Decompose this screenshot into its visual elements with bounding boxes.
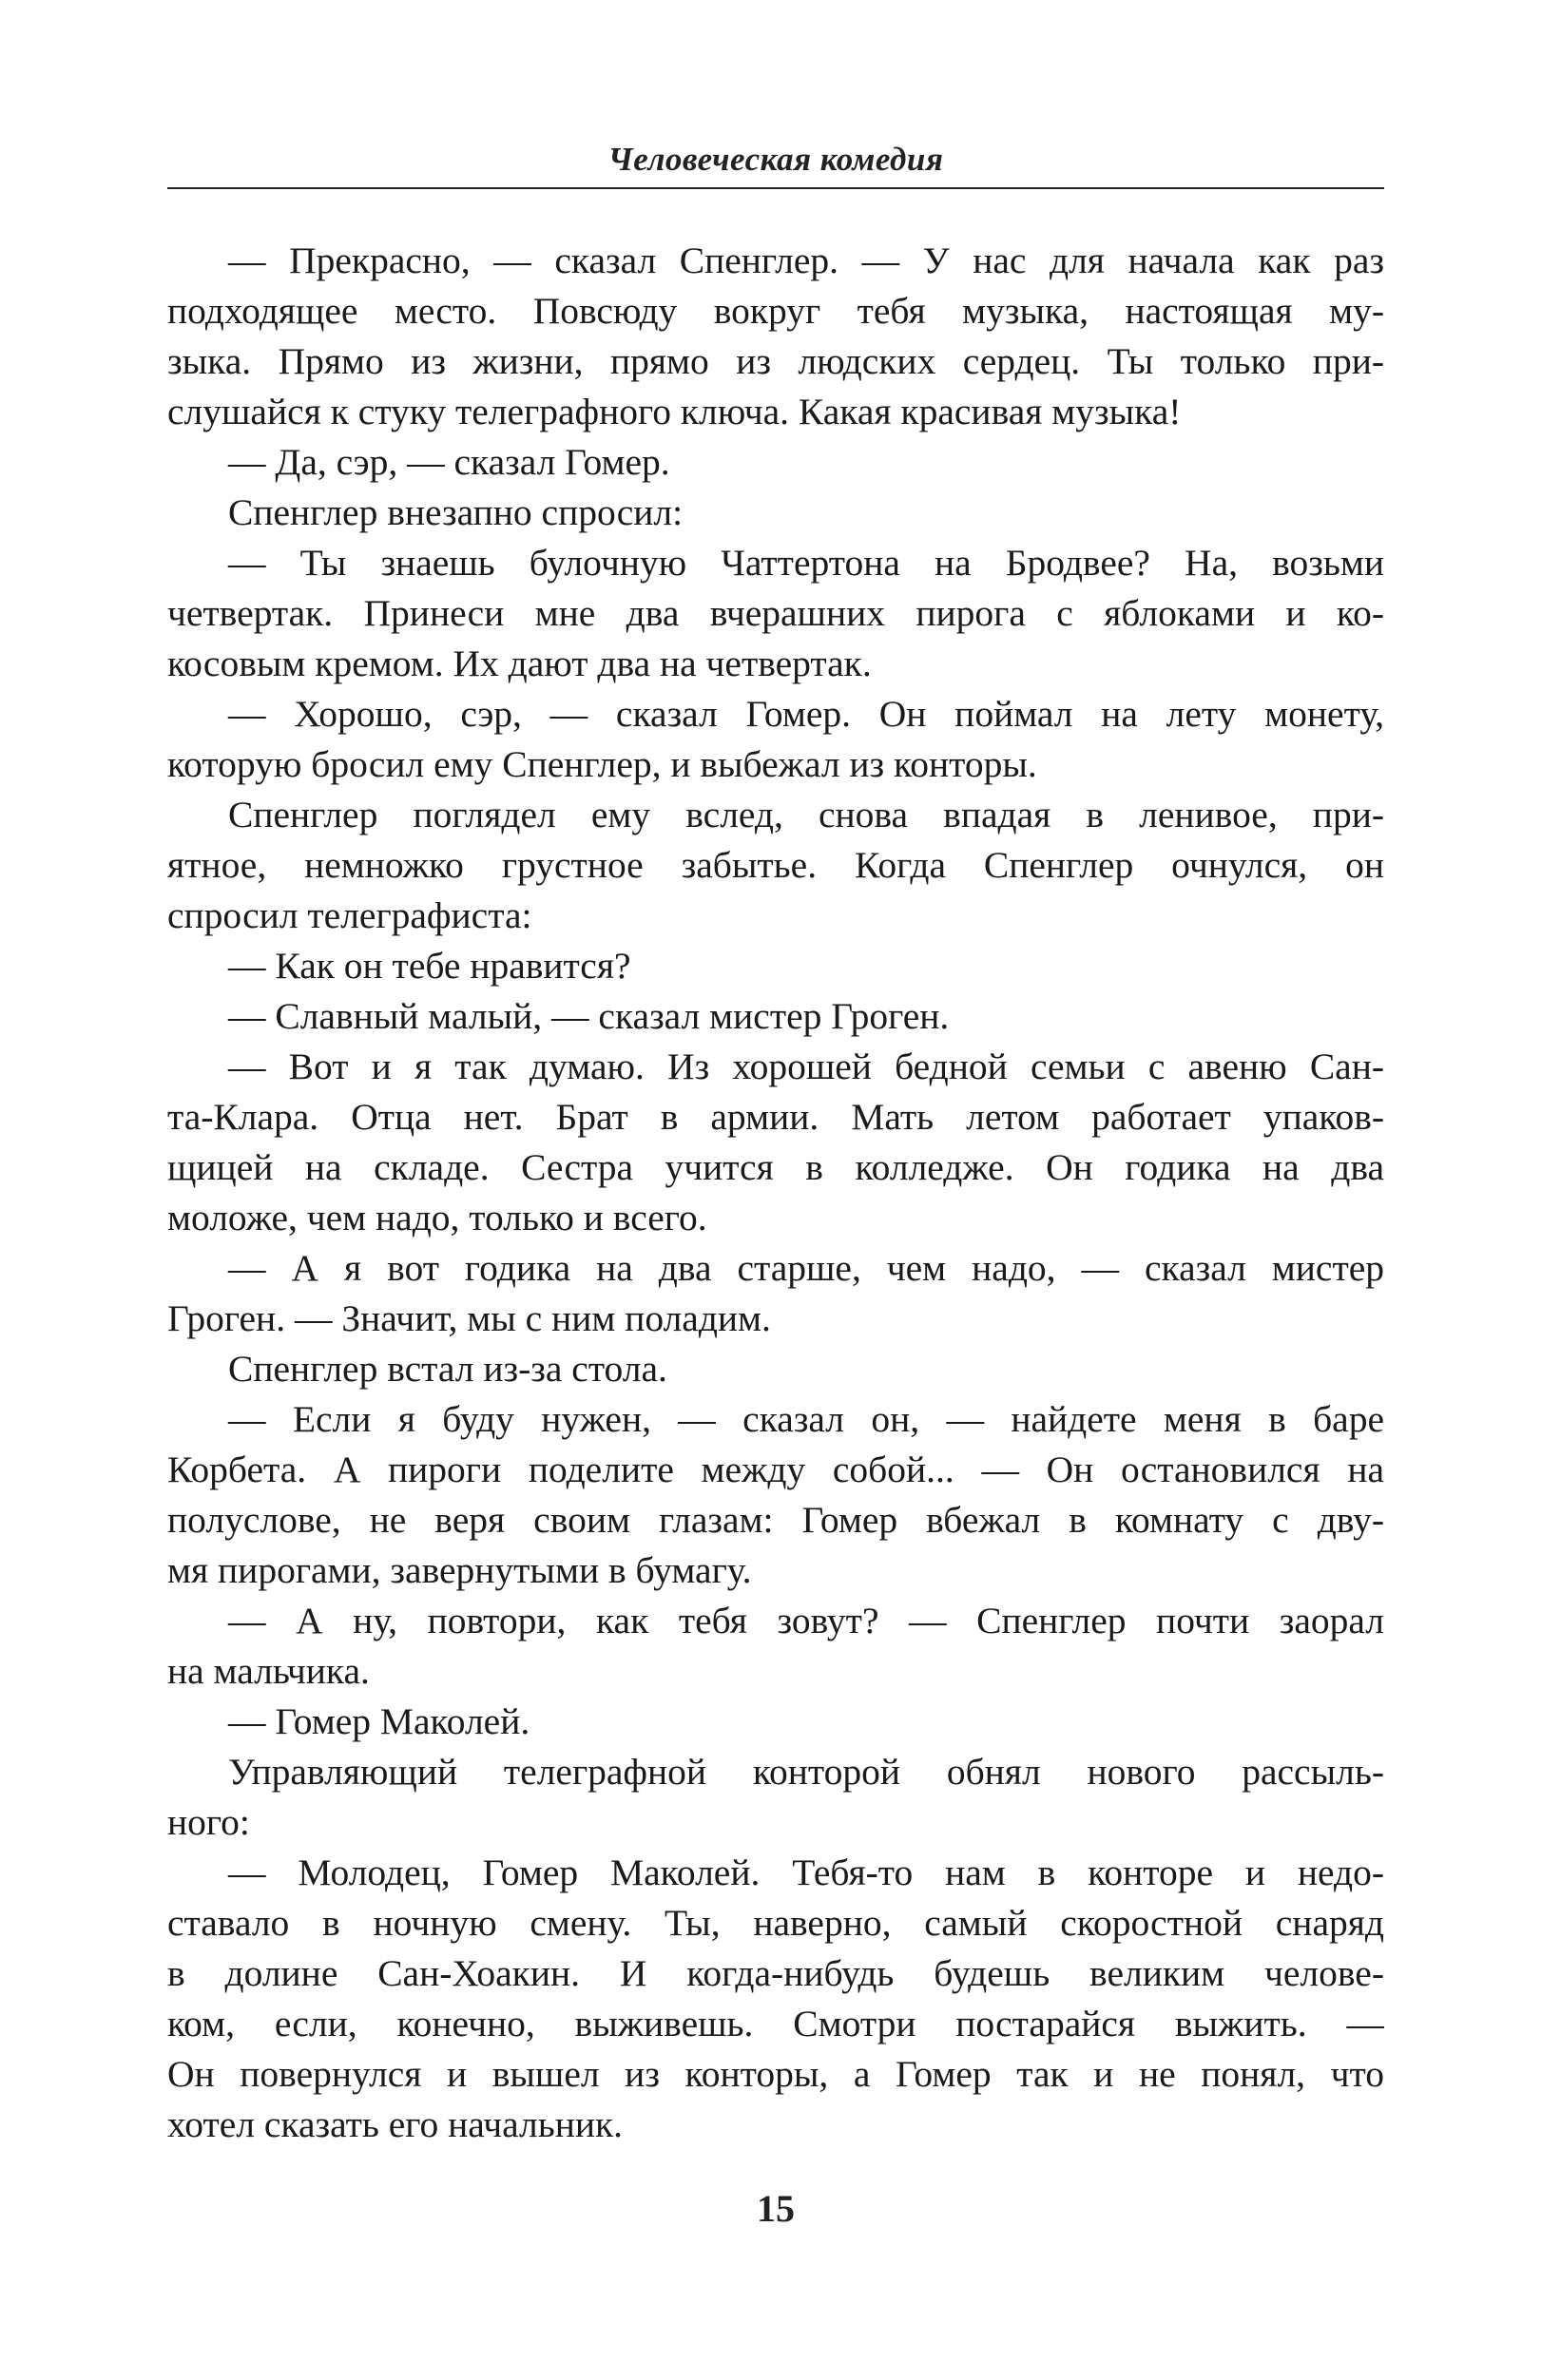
running-head: Человеческая комедия — [607, 141, 944, 178]
text-line: — Молодец, Гомер Маколей. Тебя-то нам в конторе и недо- — [228, 1852, 1384, 1893]
text-line: слушайся к стуку телеграфного ключа. Какая красивая музыка! — [167, 391, 1182, 432]
text-line: хотел сказать его начальник. — [167, 2103, 624, 2145]
page-body-text — [167, 236, 1384, 2150]
text-line: Он повернулся и вышел из конторы, а Гомер так и не понял, что — [167, 2053, 1384, 2095]
text-line: ного: — [167, 1801, 250, 1843]
text-line: подходящее место. Повсюду вокруг тебя музыка, настоящая му- — [167, 290, 1384, 332]
text-line: ком, если, конечно, выживешь. Смотри постарайся выжить. — — [167, 2003, 1384, 2044]
text-line: — Как он тебе нравится? — [228, 945, 631, 987]
text-line: Спенглер поглядел ему вслед, снова впадая в ленивое, при- — [228, 794, 1384, 835]
text-line: — Вот и я так думаю. Из хорошей бедной семьи с авеню Сан- — [228, 1046, 1384, 1087]
text-line: Спенглер внезапно спросил: — [228, 491, 684, 533]
text-line: — Хорошо, сэр, — сказал Гомер. Он поймал на лету монету, — [228, 693, 1384, 735]
text-line: та-Клара. Отца нет. Брат в армии. Мать летом работает упаков- — [167, 1096, 1384, 1138]
text-line: на мальчика. — [167, 1650, 370, 1692]
page-number: 15 — [757, 2187, 795, 2230]
text-line: — Гомер Маколей. — [228, 1700, 530, 1742]
text-line: спросил телеграфиста: — [167, 894, 532, 936]
text-line: четвертак. Принеси мне два вчерашних пирога с яблоками и ко- — [167, 592, 1384, 634]
text-line: Гроген. — Значит, мы с ним поладим. — [167, 1297, 771, 1339]
text-line: Корбета. А пироги поделите между собой... — Он остановился на — [167, 1449, 1384, 1490]
text-line: — Если я буду нужен, — сказал он, — найдете меня в баре — [228, 1398, 1384, 1440]
text-line: ятное, немножко грустное забытье. Когда Спенглер очнулся, он — [167, 844, 1384, 886]
text-line: — Славный малый, — сказал мистер Гроген. — [228, 995, 950, 1037]
text-line: моложе, чем надо, только и всего. — [167, 1197, 707, 1238]
text-line: Управляющий телеграфной конторой обнял нового рассыль- — [228, 1751, 1384, 1793]
header-rule — [167, 187, 1384, 189]
text-line: щицей на складе. Сестра учится в колледже. Он годика на два — [167, 1146, 1384, 1188]
text-line: Спенглер встал из-за стола. — [228, 1348, 667, 1390]
text-line: ставало в ночную смену. Ты, наверно, самый скоростной снаряд — [167, 1902, 1384, 1944]
text-line: полуслове, не веря своим глазам: Гомер вбежал в комнату с дву- — [167, 1499, 1384, 1541]
text-line: — А ну, повтори, как тебя зовут? — Спенглер почти заорал — [228, 1600, 1384, 1641]
text-line: косовым кремом. Их дают два на четвертак. — [167, 643, 872, 684]
text-line: в долине Сан-Хоакин. И когда-нибудь будешь великим челове- — [167, 1952, 1384, 1994]
text-line: — Ты знаешь булочную Чаттертона на Бродвее? На, возьми — [228, 542, 1384, 584]
text-line: — А я вот годика на два старше, чем надо, — сказал мистер — [228, 1247, 1384, 1289]
text-line: мя пирогами, завернутыми в бумагу. — [167, 1549, 752, 1591]
text-line: — Да, сэр, — сказал Гомер. — [228, 441, 670, 483]
text-line: — Прекрасно, — сказал Спенглер. — У нас для начала как раз — [228, 240, 1384, 281]
text-line: зыка. Прямо из жизни, прямо из людских сердец. Ты только при- — [167, 340, 1384, 382]
text-line: которую бросил ему Спенглер, и выбежал из конторы. — [167, 743, 1037, 785]
